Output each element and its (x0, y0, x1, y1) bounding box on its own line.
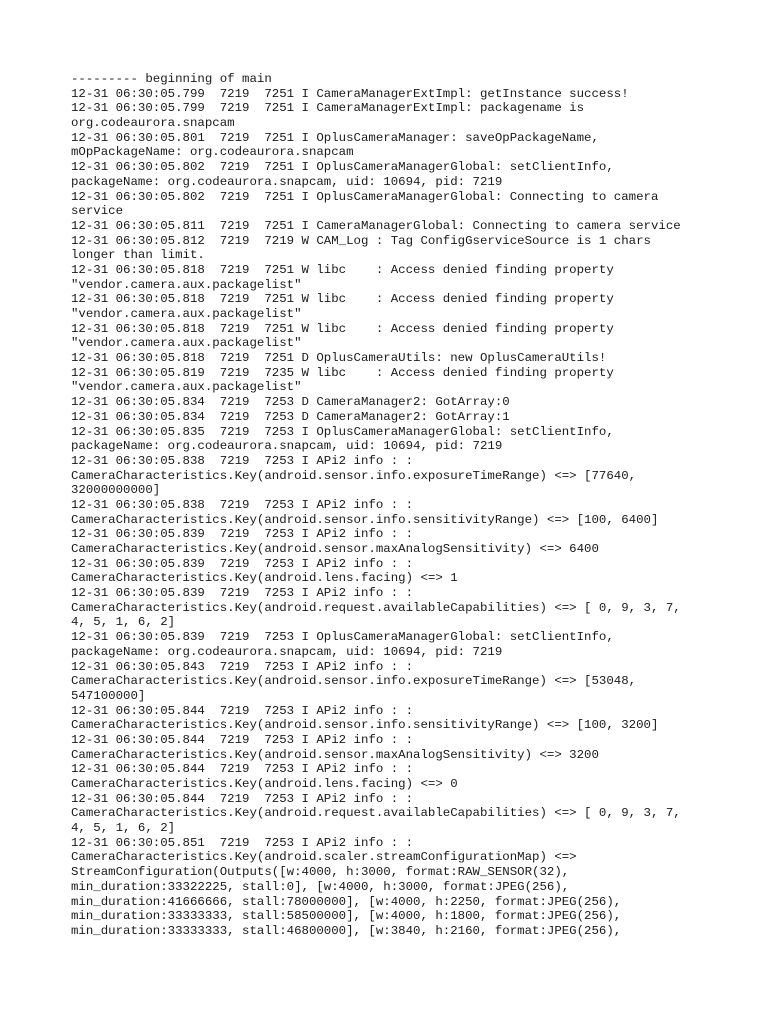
log-line: CameraCharacteristics.Key(android.sensor.info.exposureTimeRange) <=> [53048, (71, 674, 637, 689)
log-line: packageName: org.codeaurora.snapcam, uid: 10694, pid: 7219 (71, 174, 503, 189)
log-line: 12-31 06:30:05.844 7219 7253 I APi2 info : : (71, 732, 414, 747)
log-line: longer than limit. (71, 248, 205, 263)
log-text-block (71, 72, 761, 939)
log-line: 12-31 06:30:05.802 7219 7251 I OplusCameraManagerGlobal: Connecting to camera (71, 189, 659, 204)
log-line: CameraCharacteristics.Key(android.request.availableCapabilities) <=> [ 0, 9, 3, 7, (71, 600, 681, 615)
log-line: 12-31 06:30:05.799 7219 7251 I CameraManagerExtImpl: packagename is (71, 101, 585, 116)
log-line: 4, 5, 1, 6, 2] (71, 821, 176, 836)
log-line: 12-31 06:30:05.802 7219 7251 I OplusCameraManagerGlobal: setClientInfo, (71, 160, 614, 175)
log-line: 12-31 06:30:05.812 7219 7219 W CAM_Log : Tag ConfigGserviceSource is 1 chars (71, 233, 651, 248)
log-line: CameraCharacteristics.Key(android.sensor.info.sensitivityRange) <=> [100, 3200] (71, 718, 659, 733)
log-header-line: --------- beginning of main (71, 72, 272, 86)
log-line: 12-31 06:30:05.799 7219 7251 I CameraManagerExtImpl: getInstance success! (71, 86, 629, 101)
log-line: 12-31 06:30:05.844 7219 7253 I APi2 info : : (71, 703, 414, 718)
log-line: CameraCharacteristics.Key(android.lens.facing) <=> 1 (71, 571, 458, 586)
log-line: min_duration:33333333, stall:58500000], [w:4000, h:1800, format:JPEG(256), (71, 909, 622, 924)
log-line: mOpPackageName: org.codeaurora.snapcam (71, 145, 354, 160)
log-line: org.codeaurora.snapcam (71, 116, 235, 131)
log-line: 12-31 06:30:05.839 7219 7253 I APi2 info : : (71, 527, 414, 542)
log-line: min_duration:33333333, stall:46800000], [w:3840, h:2160, format:JPEG(256), (71, 923, 622, 938)
log-line: 12-31 06:30:05.844 7219 7253 I APi2 info : : (71, 762, 414, 777)
log-line: 12-31 06:30:05.819 7219 7235 W libc : Access denied finding property (71, 365, 614, 380)
log-line: 12-31 06:30:05.818 7219 7251 W libc : Access denied finding property (71, 321, 614, 336)
log-line: CameraCharacteristics.Key(android.lens.facing) <=> 0 (71, 777, 458, 791)
log-line: service (71, 204, 124, 219)
log-line: 12-31 06:30:05.843 7219 7253 I APi2 info : : (71, 659, 414, 674)
log-line: 12-31 06:30:05.834 7219 7253 D CameraManager2: GotArray:0 (71, 395, 510, 410)
log-line: 12-31 06:30:05.838 7219 7253 I APi2 info : : (71, 497, 414, 512)
log-line: CameraCharacteristics.Key(android.sensor.info.sensitivityRange) <=> [100, 6400] (71, 512, 659, 527)
log-line: 12-31 06:30:05.835 7219 7253 I OplusCameraManagerGlobal: setClientInfo, (71, 424, 614, 439)
log-line: StreamConfiguration(Outputs([w:4000, h:3000, format:RAW_SENSOR(32), (71, 865, 570, 880)
log-line: 32000000000] (71, 483, 161, 498)
log-line: packageName: org.codeaurora.snapcam, uid: 10694, pid: 7219 (71, 439, 503, 454)
log-line: 12-31 06:30:05.838 7219 7253 I APi2 info : : (71, 453, 414, 468)
log-line: "vendor.camera.aux.packagelist" (71, 380, 302, 395)
log-line: min_duration:33322225, stall:0], [w:4000, h:3000, format:JPEG(256), (71, 879, 570, 894)
log-line: CameraCharacteristics.Key(android.request.availableCapabilities) <=> [ 0, 9, 3, 7, (71, 806, 681, 821)
log-line: 4, 5, 1, 6, 2] (71, 615, 176, 630)
log-line: "vendor.camera.aux.packagelist" (71, 307, 302, 321)
log-line: 547100000] (71, 688, 146, 703)
log-line: 12-31 06:30:05.839 7219 7253 I APi2 info : : (71, 586, 414, 601)
log-line: packageName: org.codeaurora.snapcam, uid: 10694, pid: 7219 (71, 644, 503, 659)
log-line: 12-31 06:30:05.839 7219 7253 I APi2 info : : (71, 556, 414, 571)
log-line: 12-31 06:30:05.834 7219 7253 D CameraManager2: GotArray:1 (71, 409, 510, 424)
log-line: CameraCharacteristics.Key(android.sensor.info.exposureTimeRange) <=> [77640, (71, 468, 637, 483)
log-line: "vendor.camera.aux.packagelist" (71, 277, 302, 292)
log-line: 12-31 06:30:05.818 7219 7251 W libc : Access denied finding property (71, 292, 614, 307)
log-line: "vendor.camera.aux.packagelist" (71, 336, 302, 351)
log-line: 12-31 06:30:05.811 7219 7251 I CameraManagerGlobal: Connecting to camera service (71, 218, 681, 233)
log-line: CameraCharacteristics.Key(android.scaler.streamConfigurationMap) <=> (71, 850, 577, 865)
log-line: CameraCharacteristics.Key(android.sensor.maxAnalogSensitivity) <=> 6400 (71, 542, 599, 556)
log-line: min_duration:41666666, stall:78000000], [w:4000, h:2250, format:JPEG(256), (71, 894, 622, 909)
log-line: 12-31 06:30:05.801 7219 7251 I OplusCameraManager: saveOpPackageName, (71, 130, 599, 145)
log-line: 12-31 06:30:05.839 7219 7253 I OplusCameraManagerGlobal: setClientInfo, (71, 630, 614, 645)
log-line: 12-31 06:30:05.818 7219 7251 W libc : Access denied finding property (71, 262, 614, 277)
log-line: CameraCharacteristics.Key(android.sensor.maxAnalogSensitivity) <=> 3200 (71, 747, 599, 762)
log-line: 12-31 06:30:05.818 7219 7251 D OplusCameraUtils: new OplusCameraUtils! (71, 351, 607, 366)
log-line: 12-31 06:30:05.844 7219 7253 I APi2 info : : (71, 791, 414, 806)
log-line: 12-31 06:30:05.851 7219 7253 I APi2 info : : (71, 835, 414, 850)
